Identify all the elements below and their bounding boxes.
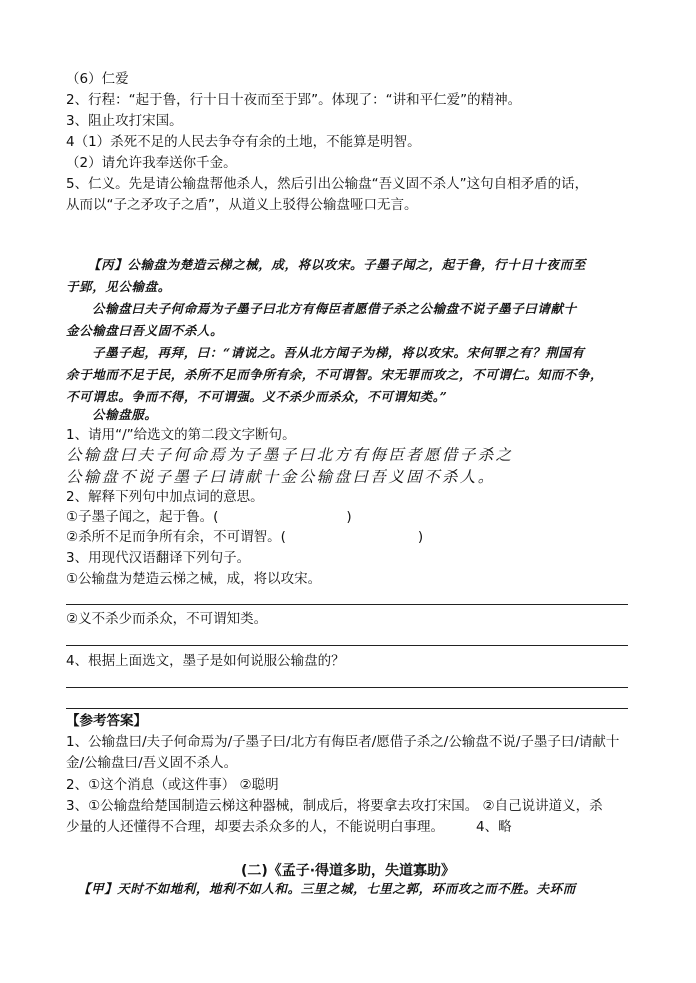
question-3-item-1: ①公输盘为楚造云梯之械，成，将以攻宋。	[66, 571, 322, 587]
answer-line: 2、行程：“起于鲁，行十日十夜而至于郢”。体现了：“讲和平仁爱”的精神。	[66, 92, 522, 108]
passage-line: 公输盘曰夫子何命焉为子墨子曰北方有侮臣者愿借子杀之公输盘不说子墨子曰请献十	[92, 301, 577, 316]
passage-line: 于郢，见公输盘。	[66, 279, 171, 294]
reference-line	[66, 818, 512, 836]
question-1: 1、请用“/”给选文的第二段文字断句。	[66, 427, 296, 443]
section-title: (二)《孟子·得道多助，失道寡助》	[240, 863, 456, 879]
answer-line: 4（1）杀死不足的人民去争夺有余的土地，不能算是明智。	[66, 134, 421, 150]
question-2-item-2-text: ②杀所不足而争所有余，不可谓智。(	[66, 529, 286, 545]
question-2-item-1-close: )	[346, 509, 352, 525]
answer-line-rule[interactable]	[66, 645, 628, 646]
answer-line-rule[interactable]	[66, 708, 628, 709]
passage-line: 不可谓忠。争而不得，不可谓强。义不杀少而杀众，不可谓知类。”	[66, 389, 448, 404]
answer-line: （6）仁爱	[66, 71, 129, 87]
answer-line: （2）请允许我奉送你千金。	[66, 155, 237, 171]
reference-a4: 4、略	[476, 819, 512, 835]
question-4: 4、根据上面选文，墨子是如何说服公输盘的？	[66, 653, 345, 669]
passage-line: 【丙】公输盘为楚造云梯之械，成，将以攻宋。子墨子闻之，起于鲁，行十日十夜而至	[88, 257, 586, 272]
reference-a3b: 少量的人还懂得不合理，却要去杀众多的人，不能说明白事理。	[66, 819, 444, 835]
passage-line: 金公输盘曰吾义固不杀人。	[66, 323, 224, 338]
answer-line: 5、仁义。先是请公输盘帮他杀人，然后引出公输盘“吾义固不杀人”这句自相矛盾的话，	[66, 176, 589, 192]
reference-line: 1、公输盘曰/夫子何命焉为/子墨子曰/北方有侮臣者/愿借子杀之/公输盘不说/子墨子曰/请献十	[66, 734, 620, 750]
question-1-text: 公输盘不说子墨子曰请献十金公输盘曰吾义固不杀人。	[66, 468, 496, 486]
question-2: 2、解释下列句中加点词的意思。	[66, 489, 264, 505]
question-3-item-2: ②义不杀少而杀众，不可谓知类。	[66, 611, 268, 627]
question-2-item-2	[66, 528, 423, 546]
question-1-text: 公输盘曰夫子何命焉为子墨子曰北方有侮臣者愿借子杀之	[66, 446, 514, 464]
question-2-item-2-close: )	[417, 529, 424, 545]
reference-line: 3、①公输盘给楚国制造云梯这种器械，制成后，将要拿去攻打宋国。 ②自己说讲道义，杀	[66, 798, 603, 814]
reference-line: 金/公输盘曰/吾义固不杀人。	[66, 755, 238, 771]
question-2-item-1	[66, 508, 352, 526]
answer-line-rule[interactable]	[66, 604, 628, 605]
question-2-item-1-text: ①子墨子闻之，起于鲁。(	[66, 509, 219, 525]
passage-line: 子墨子起，再拜，曰：“请说之。吾从北方闻子为梯，将以攻宋。宋何罪之有？荆国有	[92, 345, 585, 360]
passage-line: 公输盘服。	[92, 407, 158, 422]
answer-line-rule[interactable]	[66, 687, 628, 688]
question-3: 3、用现代汉语翻译下列句子。	[66, 550, 251, 566]
answer-line: 从而以“子之矛攻子之盾”，从道义上驳得公输盘哑口无言。	[66, 197, 418, 213]
passage-line: 余于地而不足于民，杀所不足而争所有余，不可谓智。宋无罪而攻之，不可谓仁。知而不争，	[66, 367, 604, 382]
reference-header: 【参考答案】	[66, 713, 147, 729]
reference-line: 2、①这个消息（或这件事） ②聪明	[66, 777, 279, 793]
passage-line: 【甲】天时不如地利，地利不如人和。三里之城，七里之郭，环而攻之而不胜。夫环而	[78, 881, 576, 896]
answer-line: 3、阻止攻打宋国。	[66, 113, 183, 129]
